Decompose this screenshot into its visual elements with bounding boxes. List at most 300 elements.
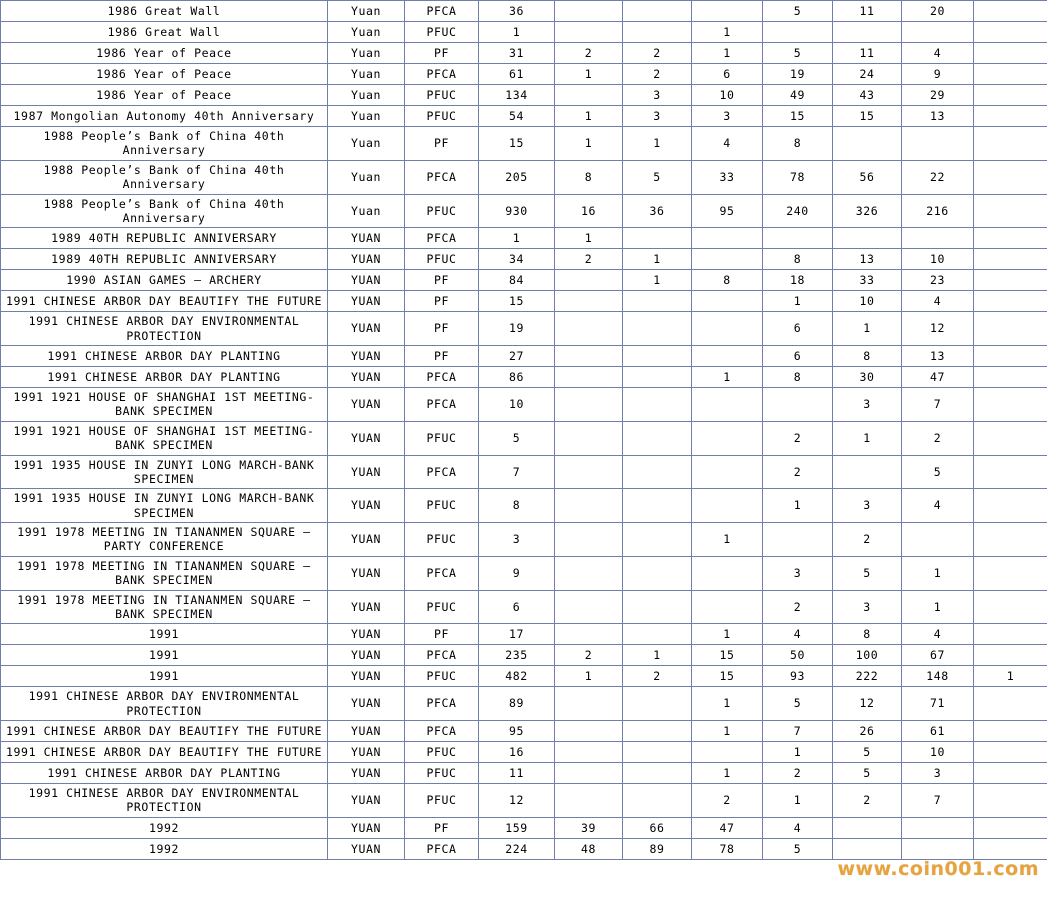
cell-description: 1988 People’s Bank of China 40th Anniversary <box>1 194 328 228</box>
cell-description: 1992 <box>1 817 328 838</box>
table-cell <box>833 838 902 859</box>
cell-description: 1991 <box>1 624 328 645</box>
table-cell: 5 <box>833 556 902 590</box>
table-cell: PFCA <box>405 64 479 85</box>
table-cell: 3 <box>833 489 902 523</box>
table-cell <box>623 421 692 455</box>
table-cell: 93 <box>763 666 833 687</box>
table-cell: 66 <box>623 817 692 838</box>
table-row <box>1 624 1047 645</box>
table-cell: 2 <box>623 64 692 85</box>
table-cell: 3 <box>763 556 833 590</box>
table-cell: 1 <box>763 742 833 763</box>
table-cell <box>623 312 692 346</box>
table-cell: YUAN <box>328 742 405 763</box>
table-row <box>1 194 1047 228</box>
table-cell: YUAN <box>328 270 405 291</box>
table-cell: 13 <box>902 106 974 127</box>
table-cell: 1 <box>555 64 623 85</box>
table-cell <box>692 455 763 489</box>
table-cell: 12 <box>833 687 902 721</box>
table-cell: 1 <box>555 106 623 127</box>
table-cell <box>555 556 623 590</box>
table-cell: YUAN <box>328 645 405 666</box>
table-cell <box>974 64 1047 85</box>
cell-description: 1986 Year of Peace <box>1 85 328 106</box>
table-cell: 5 <box>623 160 692 194</box>
table-cell: 8 <box>479 489 555 523</box>
table-cell: PF <box>405 624 479 645</box>
table-cell: 39 <box>555 817 623 838</box>
table-cell: PFUC <box>405 85 479 106</box>
table-cell: PFCA <box>405 645 479 666</box>
table-cell: 84 <box>479 270 555 291</box>
table-cell: 1 <box>479 22 555 43</box>
table-cell: PFUC <box>405 784 479 818</box>
table-row <box>1 367 1047 388</box>
table-cell: 31 <box>479 43 555 64</box>
watermark: www.coin001.com <box>837 858 1039 880</box>
cell-description: 1991 CHINESE ARBOR DAY BEAUTIFY THE FUTURE <box>1 721 328 742</box>
table-cell: YUAN <box>328 421 405 455</box>
table-cell: PFUC <box>405 763 479 784</box>
table-cell: 134 <box>479 85 555 106</box>
table-cell <box>555 455 623 489</box>
cell-description: 1991 CHINESE ARBOR DAY BEAUTIFY THE FUTURE <box>1 742 328 763</box>
table-cell: 240 <box>763 194 833 228</box>
table-cell: 4 <box>902 43 974 64</box>
table-cell <box>974 784 1047 818</box>
table-cell: YUAN <box>328 489 405 523</box>
cell-description: 1986 Great Wall <box>1 22 328 43</box>
table-cell: 89 <box>623 838 692 859</box>
table-cell: PFCA <box>405 1 479 22</box>
table-cell <box>763 523 833 557</box>
table-row <box>1 106 1047 127</box>
table-cell <box>555 22 623 43</box>
cell-description: 1989 40TH REPUBLIC ANNIVERSARY <box>1 249 328 270</box>
table-cell: 1 <box>763 291 833 312</box>
table-cell: 26 <box>833 721 902 742</box>
table-cell <box>974 687 1047 721</box>
table-cell: 159 <box>479 817 555 838</box>
table-cell <box>692 590 763 624</box>
table-cell: PFCA <box>405 556 479 590</box>
table-cell: 1 <box>692 721 763 742</box>
table-cell: 5 <box>833 742 902 763</box>
table-cell: 148 <box>902 666 974 687</box>
table-row <box>1 687 1047 721</box>
cell-description: 1991 1935 HOUSE IN ZUNYI LONG MARCH-BANK SPECIMEN <box>1 455 328 489</box>
table-cell: 10 <box>692 85 763 106</box>
table-cell: 24 <box>833 64 902 85</box>
table-cell <box>833 127 902 161</box>
table-cell: 10 <box>833 291 902 312</box>
table-cell: 29 <box>902 85 974 106</box>
table-cell <box>902 228 974 249</box>
table-cell: 4 <box>763 817 833 838</box>
table-cell: 8 <box>555 160 623 194</box>
table-cell: 7 <box>902 388 974 422</box>
table-cell: 4 <box>902 489 974 523</box>
table-cell: 11 <box>833 43 902 64</box>
table-cell: 20 <box>902 1 974 22</box>
table-cell: 4 <box>902 291 974 312</box>
table-cell: 1 <box>763 784 833 818</box>
table-row <box>1 127 1047 161</box>
cell-description: 1991 1921 HOUSE OF SHANGHAI 1ST MEETING-BANK SPECIMEN <box>1 388 328 422</box>
table-row <box>1 666 1047 687</box>
table-cell <box>555 687 623 721</box>
table-cell: 61 <box>902 721 974 742</box>
table-cell: 5 <box>763 838 833 859</box>
table-cell: 930 <box>479 194 555 228</box>
cell-description: 1986 Year of Peace <box>1 64 328 85</box>
table-row <box>1 590 1047 624</box>
table-cell <box>974 489 1047 523</box>
cell-description: 1987 Mongolian Autonomy 40th Anniversary <box>1 106 328 127</box>
table-cell: 1 <box>974 666 1047 687</box>
table-cell: Yuan <box>328 106 405 127</box>
cell-description: 1991 CHINESE ARBOR DAY ENVIRONMENTAL PROTECTION <box>1 312 328 346</box>
table-cell <box>763 22 833 43</box>
cell-description: 1988 People’s Bank of China 40th Anniversary <box>1 127 328 161</box>
table-cell: PFCA <box>405 367 479 388</box>
table-cell <box>623 590 692 624</box>
table-cell: YUAN <box>328 346 405 367</box>
table-cell: 235 <box>479 645 555 666</box>
cell-description: 1986 Great Wall <box>1 1 328 22</box>
table-cell: 7 <box>479 455 555 489</box>
table-cell: 15 <box>479 127 555 161</box>
table-cell <box>692 421 763 455</box>
table-cell: 2 <box>763 590 833 624</box>
table-cell: 33 <box>833 270 902 291</box>
table-cell <box>902 127 974 161</box>
table-cell: 15 <box>833 106 902 127</box>
table-cell <box>623 742 692 763</box>
table-cell <box>623 22 692 43</box>
table-cell: 3 <box>692 106 763 127</box>
table-cell: 7 <box>902 784 974 818</box>
table-cell: 3 <box>623 106 692 127</box>
table-cell <box>974 590 1047 624</box>
table-cell: 2 <box>623 666 692 687</box>
table-row <box>1 312 1047 346</box>
table-cell <box>623 489 692 523</box>
table-cell: 18 <box>763 270 833 291</box>
cell-description: 1992 <box>1 838 328 859</box>
table-cell <box>833 22 902 43</box>
table-row <box>1 817 1047 838</box>
table-cell: PF <box>405 312 479 346</box>
table-cell <box>623 388 692 422</box>
table-cell: 3 <box>833 590 902 624</box>
table-cell: Yuan <box>328 85 405 106</box>
table-cell <box>555 763 623 784</box>
table-cell: PF <box>405 346 479 367</box>
table-cell: 2 <box>763 455 833 489</box>
table-cell: YUAN <box>328 784 405 818</box>
table-cell: YUAN <box>328 455 405 489</box>
table-cell <box>555 742 623 763</box>
table-cell: 5 <box>902 455 974 489</box>
table-cell <box>974 624 1047 645</box>
table-cell: 3 <box>623 85 692 106</box>
table-cell: 61 <box>479 64 555 85</box>
table-row <box>1 22 1047 43</box>
cell-description: 1991 1978 MEETING IN TIANANMEN SQUARE – BANK SPECIMEN <box>1 556 328 590</box>
table-cell: YUAN <box>328 624 405 645</box>
table-cell <box>555 421 623 455</box>
table-cell: 6 <box>763 346 833 367</box>
table-cell <box>623 455 692 489</box>
table-cell: 9 <box>479 556 555 590</box>
table-cell: 5 <box>763 687 833 721</box>
table-cell: 1 <box>623 127 692 161</box>
table-row <box>1 455 1047 489</box>
table-cell <box>555 721 623 742</box>
table-cell <box>763 228 833 249</box>
cell-description: 1991 1935 HOUSE IN ZUNYI LONG MARCH-BANK SPECIMEN <box>1 489 328 523</box>
table-cell <box>902 22 974 43</box>
table-cell: 78 <box>692 838 763 859</box>
table-cell: 5 <box>833 763 902 784</box>
table-row <box>1 291 1047 312</box>
table-cell <box>974 742 1047 763</box>
table-cell: 8 <box>692 270 763 291</box>
table-cell: PF <box>405 43 479 64</box>
table-cell: 1 <box>692 687 763 721</box>
table-cell: YUAN <box>328 763 405 784</box>
cell-description: 1991 <box>1 666 328 687</box>
table-cell: PFCA <box>405 228 479 249</box>
table-cell: PF <box>405 817 479 838</box>
table-cell: 8 <box>763 367 833 388</box>
table-cell: 7 <box>763 721 833 742</box>
table-cell: 15 <box>692 645 763 666</box>
table-cell <box>974 43 1047 64</box>
table-cell: 13 <box>833 249 902 270</box>
table-row <box>1 64 1047 85</box>
table-row <box>1 228 1047 249</box>
table-cell <box>555 523 623 557</box>
table-cell <box>623 228 692 249</box>
table-cell: 10 <box>902 249 974 270</box>
table-cell: 86 <box>479 367 555 388</box>
table-cell: PF <box>405 270 479 291</box>
table-row <box>1 346 1047 367</box>
cell-description: 1991 1978 MEETING IN TIANANMEN SQUARE – BANK SPECIMEN <box>1 590 328 624</box>
table-row <box>1 249 1047 270</box>
table-cell <box>974 270 1047 291</box>
table-cell: 1 <box>692 22 763 43</box>
table-cell: YUAN <box>328 312 405 346</box>
table-cell: PFUC <box>405 194 479 228</box>
table-cell <box>623 291 692 312</box>
table-cell <box>974 388 1047 422</box>
table-cell <box>974 645 1047 666</box>
table-cell: 3 <box>833 388 902 422</box>
table-cell: 6 <box>479 590 555 624</box>
table-cell: YUAN <box>328 291 405 312</box>
table-cell: 2 <box>555 43 623 64</box>
table-cell: 19 <box>479 312 555 346</box>
table-cell: Yuan <box>328 160 405 194</box>
table-cell: YUAN <box>328 556 405 590</box>
table-cell: PFUC <box>405 489 479 523</box>
table-cell: 4 <box>902 624 974 645</box>
table-cell <box>692 742 763 763</box>
table-cell <box>623 556 692 590</box>
table-cell <box>555 590 623 624</box>
table-cell: 1 <box>479 228 555 249</box>
cell-description: 1991 CHINESE ARBOR DAY ENVIRONMENTAL PROTECTION <box>1 784 328 818</box>
table-cell <box>555 489 623 523</box>
table-cell <box>623 624 692 645</box>
table-cell: 12 <box>479 784 555 818</box>
table-cell: PFUC <box>405 106 479 127</box>
table-cell: 78 <box>763 160 833 194</box>
table-row <box>1 85 1047 106</box>
table-cell: 9 <box>902 64 974 85</box>
table-cell: 47 <box>692 817 763 838</box>
table-cell <box>974 556 1047 590</box>
table-cell: 5 <box>763 43 833 64</box>
table-cell: 16 <box>479 742 555 763</box>
table-cell: 3 <box>479 523 555 557</box>
table-cell <box>974 160 1047 194</box>
table-cell <box>555 784 623 818</box>
table-cell: 19 <box>763 64 833 85</box>
cell-description: 1991 1921 HOUSE OF SHANGHAI 1ST MEETING-BANK SPECIMEN <box>1 421 328 455</box>
table-cell: PFCA <box>405 388 479 422</box>
table-cell: 1 <box>692 763 763 784</box>
table-cell: YUAN <box>328 721 405 742</box>
table-cell: 1 <box>555 228 623 249</box>
table-cell <box>623 784 692 818</box>
table-cell <box>902 817 974 838</box>
table-cell: PF <box>405 291 479 312</box>
cell-description: 1988 People’s Bank of China 40th Anniversary <box>1 160 328 194</box>
table-cell <box>555 624 623 645</box>
table-cell: Yuan <box>328 22 405 43</box>
table-cell: YUAN <box>328 838 405 859</box>
table-row <box>1 556 1047 590</box>
table-cell: PFUC <box>405 421 479 455</box>
table-cell: 6 <box>763 312 833 346</box>
table-cell: 1 <box>902 590 974 624</box>
cell-description: 1991 CHINESE ARBOR DAY ENVIRONMENTAL PROTECTION <box>1 687 328 721</box>
table-cell: 2 <box>833 523 902 557</box>
table-cell: 1 <box>692 624 763 645</box>
table-cell: PFUC <box>405 742 479 763</box>
cell-description: 1991 1978 MEETING IN TIANANMEN SQUARE – PARTY CONFERENCE <box>1 523 328 557</box>
table-cell <box>692 249 763 270</box>
table-cell: PFCA <box>405 160 479 194</box>
cell-description: 1991 CHINESE ARBOR DAY PLANTING <box>1 763 328 784</box>
table-cell: 482 <box>479 666 555 687</box>
table-cell <box>974 367 1047 388</box>
table-cell: 8 <box>763 249 833 270</box>
table-cell: 15 <box>692 666 763 687</box>
table-cell: Yuan <box>328 194 405 228</box>
table-cell <box>555 270 623 291</box>
table-cell: 1 <box>623 249 692 270</box>
table-cell <box>555 291 623 312</box>
table-cell: 8 <box>833 346 902 367</box>
table-cell: 1 <box>623 270 692 291</box>
table-cell: 224 <box>479 838 555 859</box>
table-cell: 8 <box>833 624 902 645</box>
table-cell <box>974 249 1047 270</box>
table-cell: 2 <box>902 421 974 455</box>
table-cell: 5 <box>763 1 833 22</box>
table-row <box>1 1 1047 22</box>
table-cell: 17 <box>479 624 555 645</box>
table-cell <box>974 106 1047 127</box>
cell-description: 1991 CHINESE ARBOR DAY PLANTING <box>1 367 328 388</box>
table-cell <box>974 127 1047 161</box>
table-cell <box>974 838 1047 859</box>
table-cell: PFCA <box>405 455 479 489</box>
table-cell: 10 <box>902 742 974 763</box>
table-cell: 2 <box>623 43 692 64</box>
table-cell: 326 <box>833 194 902 228</box>
table-cell <box>623 1 692 22</box>
table-cell <box>974 455 1047 489</box>
table-cell: 23 <box>902 270 974 291</box>
table-cell: 50 <box>763 645 833 666</box>
table-cell: 2 <box>763 763 833 784</box>
table-cell <box>902 838 974 859</box>
table-row <box>1 523 1047 557</box>
table-cell: 36 <box>479 1 555 22</box>
table-cell: Yuan <box>328 1 405 22</box>
table-cell: 11 <box>833 1 902 22</box>
table-cell: 95 <box>692 194 763 228</box>
table-cell: PFUC <box>405 590 479 624</box>
table-cell <box>763 388 833 422</box>
table-cell <box>555 346 623 367</box>
table-row <box>1 388 1047 422</box>
table-cell: Yuan <box>328 43 405 64</box>
table-cell: 1 <box>763 489 833 523</box>
table-cell: 4 <box>763 624 833 645</box>
table-cell: 2 <box>763 421 833 455</box>
table-cell: PFCA <box>405 687 479 721</box>
table-cell: 1 <box>833 312 902 346</box>
table-cell <box>974 346 1047 367</box>
table-cell: 48 <box>555 838 623 859</box>
table-cell <box>692 388 763 422</box>
table-cell: 10 <box>479 388 555 422</box>
table-cell <box>692 228 763 249</box>
table-cell: PFCA <box>405 838 479 859</box>
table-cell <box>555 312 623 346</box>
table-cell: 1 <box>902 556 974 590</box>
cell-description: 1990 ASIAN GAMES – ARCHERY <box>1 270 328 291</box>
table-body <box>1 1 1047 860</box>
table-cell: 1 <box>833 421 902 455</box>
cell-description: 1989 40TH REPUBLIC ANNIVERSARY <box>1 228 328 249</box>
table-cell: 36 <box>623 194 692 228</box>
table-cell: 56 <box>833 160 902 194</box>
cell-description: 1991 CHINESE ARBOR DAY BEAUTIFY THE FUTURE <box>1 291 328 312</box>
table-row <box>1 742 1047 763</box>
table-cell: YUAN <box>328 817 405 838</box>
table-cell <box>692 1 763 22</box>
